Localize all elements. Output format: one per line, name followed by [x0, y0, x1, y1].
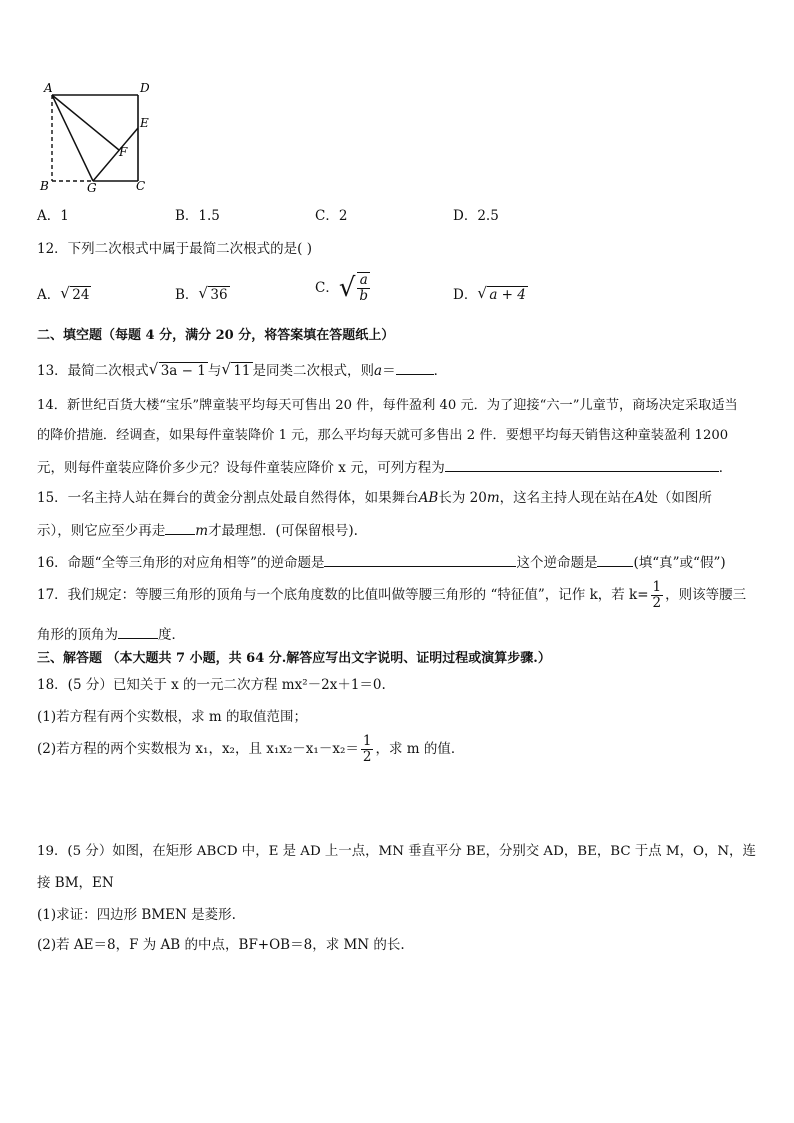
q14-line1: 14．新世纪百货大楼“宝乐”牌童装平均每天可售出 20 件，每件盈利 40 元．为了迎接“六一”儿童节，商场决定采取适当	[37, 398, 738, 413]
q15-line1: 15．一名主持人站在舞台的黄金分割点处最自然得体，如果舞台AB长为 20m，这名主持人现在站在A处（如图所	[37, 490, 712, 506]
q18-part1: (1)若方程有两个实数根，求 m 的取值范围；	[37, 709, 308, 725]
q16: 16．命题“全等三角形的对应角相等”的逆命题是 这个逆命题是 (填“真”或“假”)	[37, 552, 726, 572]
q14-line3: 元，则每件童装应降价多少元？设每件童装应降价 x 元，可列方程为 ．	[37, 457, 732, 477]
segment-AG	[52, 95, 93, 181]
q11-option-c: C．2	[315, 208, 348, 224]
segment-GE	[93, 128, 138, 181]
label-A: A	[44, 81, 53, 95]
q12-option-a: A． √ 24	[37, 284, 90, 303]
geometry-figure	[36, 78, 166, 196]
q17-line2: 角形的顶角为 度．	[37, 624, 185, 644]
q15-line2: 示），则它应至少再走 m才最理想．(可保留根号).	[37, 520, 358, 540]
q12-option-c: C．√ $\frac{a}{b}$	[315, 272, 369, 304]
q14-line2: 的降价措施．经调查，如果每件童装降价 1 元，那么平均每天就可多售出 2 件．要想平均每天销售这种童装盈利 1200	[37, 428, 729, 443]
label-D: D	[140, 81, 150, 95]
label-E: E	[140, 116, 149, 130]
segment-AF	[52, 95, 119, 150]
q17-line1: 17．我们规定：等腰三角形的顶角与一个底角度数的比值叫做等腰三角形的 “特征值”，记作 k，若 k= $\frac{1}{2}$ ，则该等腰三	[37, 579, 747, 611]
label-G: G	[87, 181, 97, 195]
section2-heading: 二、填空题（每题 4 分，满分 20 分，将答案填在答题纸上）	[37, 328, 395, 343]
q19-part2: (2)若 AE＝8，F 为 AB 的中点，BF+OB＝8，求 MN 的长.	[37, 937, 405, 953]
q18-part2: (2)若方程的两个实数根为 x₁，x₂，且 x₁x₂－x₁－x₂＝ $\frac{1}{2}$ ，求 m 的值．	[37, 733, 465, 765]
q11-option-b: B．1.5	[175, 208, 220, 224]
q12-stem: 12．下列二次根式中属于最简二次根式的是( )	[37, 241, 313, 257]
q13: 13．最简二次根式 √ 3a − 1 与 √ 11 是同类二次根式，则a＝ ．	[37, 360, 448, 379]
label-C: C	[136, 179, 146, 193]
q11-option-a: A．1	[37, 208, 69, 224]
label-B: B	[40, 179, 49, 193]
section3-heading: 三、解答题 （本大题共 7 小题，共 64 分.解答应写出文字说明、证明过程或演算步骤.）	[37, 651, 551, 666]
q12-option-b: B． √ 36	[175, 284, 228, 303]
q19-line1: 19．(5 分）如图，在矩形 ABCD 中，E 是 AD 上一点，MN 垂直平分 BE，分别交 AD，BE，BC 于点 M，O，N，连	[37, 844, 756, 859]
q19-part1: (1)求证：四边形 BMEN 是菱形.	[37, 907, 236, 923]
q12-option-d: D． √ a + 4	[453, 284, 526, 303]
q11-option-d: D．2.5	[453, 208, 499, 224]
label-F: F	[119, 145, 128, 159]
q18-stem: 18．(5 分）已知关于 x 的一元二次方程 mx²－2x＋1＝0.	[37, 677, 386, 693]
q19-line2: 接 BM，EN	[37, 875, 114, 891]
